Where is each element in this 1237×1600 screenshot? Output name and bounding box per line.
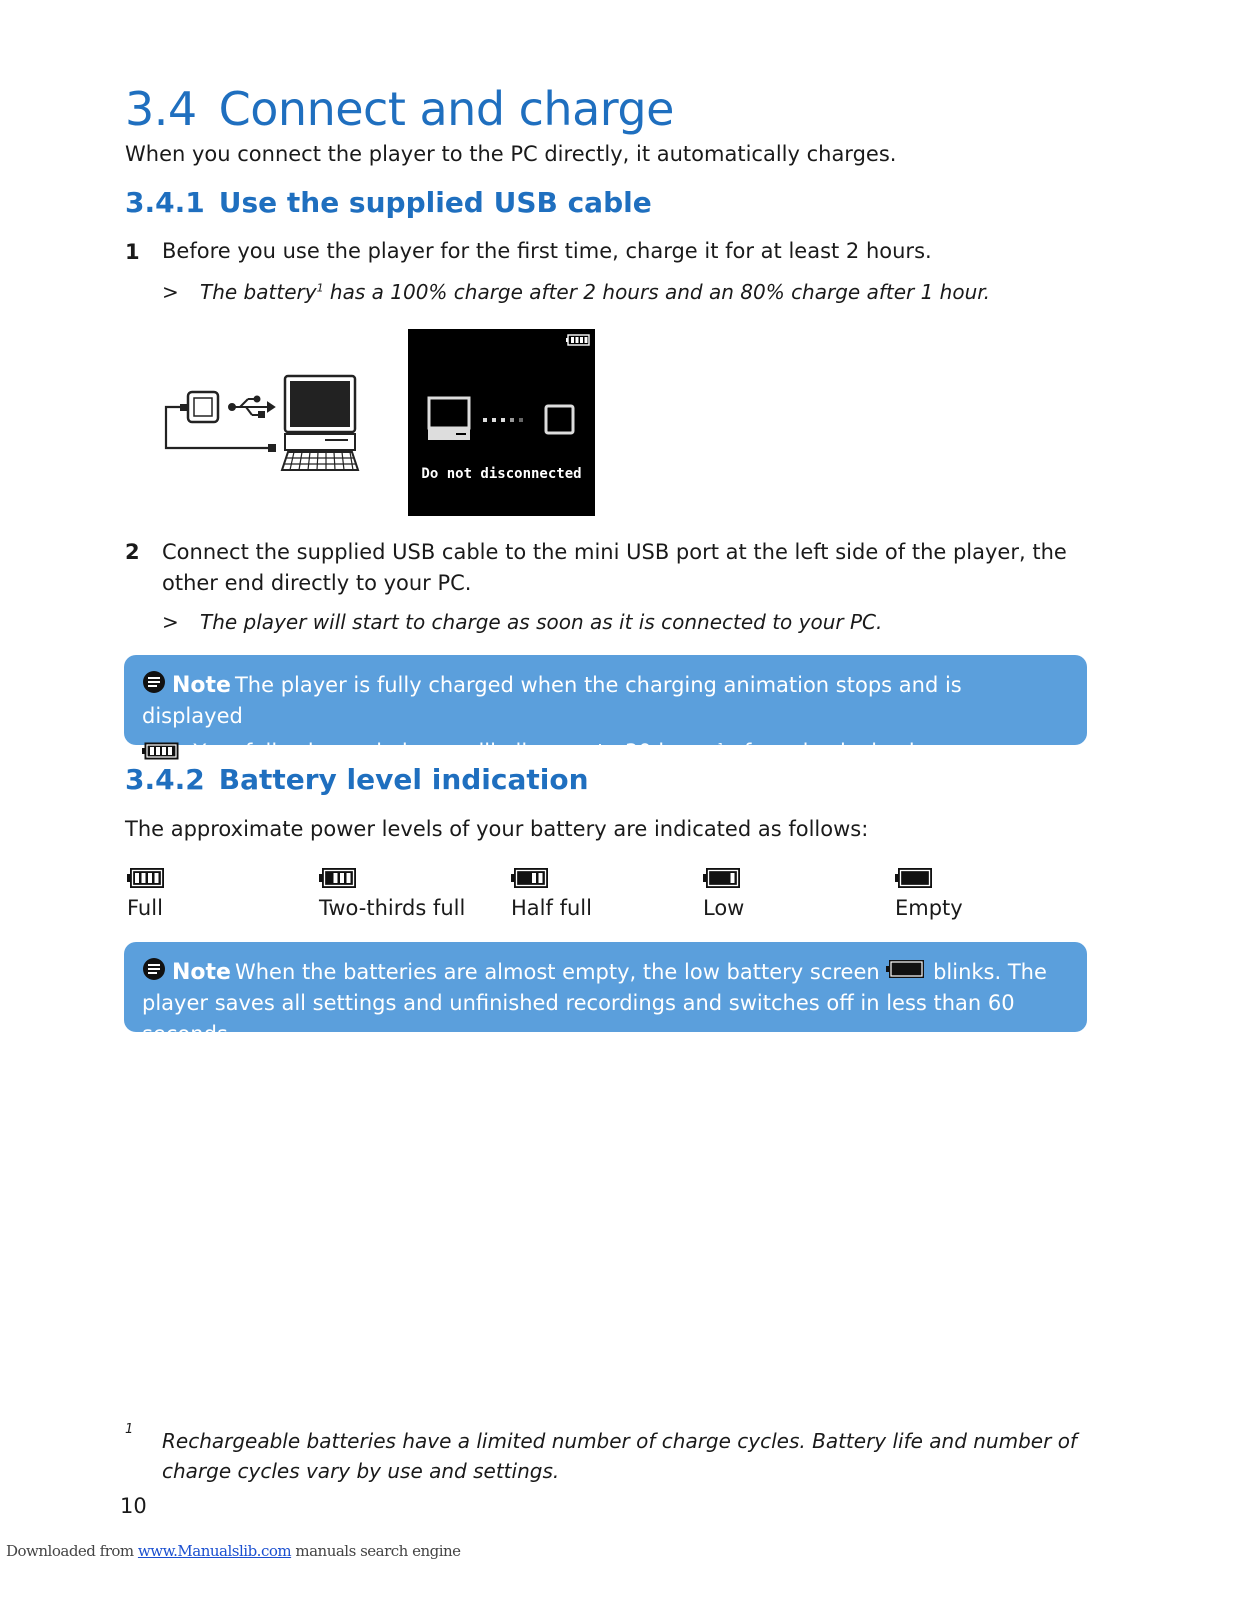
note-icon — [142, 670, 166, 694]
battery-bar — [135, 873, 139, 883]
note-text-line2-pre: . Your fully charged player will allow up to 30 hours — [180, 740, 718, 764]
note-line-1 — [142, 670, 1069, 732]
section-number: 3.4 — [125, 82, 197, 136]
battery-levels — [125, 866, 1085, 926]
note-label: Note — [172, 960, 231, 985]
battery-bar — [539, 873, 543, 883]
section-title — [125, 82, 674, 136]
download-footer — [6, 1542, 461, 1560]
battery-level-label: Two-thirds full — [319, 896, 466, 920]
battery-level-label: Low — [703, 896, 745, 920]
footnote-text: Rechargeable batteries have a limited number of charge cycles. Battery life and number of charge cycles vary by use and settings. — [162, 1429, 1077, 1483]
battery-bar — [340, 873, 344, 883]
note-icon — [142, 957, 166, 981]
player-screen — [408, 329, 595, 516]
subsection-title-text: Use the supplied USB cable — [218, 186, 652, 219]
battery-bar — [155, 873, 159, 883]
battery-bar — [334, 873, 338, 883]
battery-level-item — [895, 866, 963, 920]
battery-full-icon — [142, 741, 180, 761]
subsection-title-usb — [125, 186, 652, 219]
battery-level-icon — [511, 866, 549, 890]
step-number-2: 2 — [125, 540, 140, 564]
step-result-1 — [162, 280, 990, 304]
battery-level-item — [127, 866, 165, 920]
battery-full-icon — [566, 334, 591, 346]
download-prefix: Downloaded from — [6, 1542, 138, 1560]
intro-text: When you connect the player to the PC directly, it automatically charges. — [125, 142, 897, 166]
note-text-line1-pre: When the batteries are almost empty, the low battery screen — [234, 960, 880, 984]
step-text-1: Before you use the player for the first time, charge it for at least 2 hours. — [162, 239, 932, 263]
battery-bar — [142, 873, 146, 883]
footnote-mark: 1 — [125, 1422, 134, 1437]
note-text-line1-post: blinks. The — [933, 960, 1047, 984]
battery-level-label: Empty — [895, 896, 963, 920]
step-text-2-line2: other end directly to your PC. — [162, 571, 472, 595]
page-number: 10 — [120, 1494, 147, 1518]
note-box-low-battery — [124, 942, 1087, 1046]
note-text-line2: player saves all settings and unfinished recordings and switches off in less than 60 seconds. — [142, 991, 1015, 1046]
battery-level-label: Half full — [511, 896, 592, 920]
battery-level-label: Full — [127, 896, 163, 920]
battery-level-icon — [127, 866, 165, 890]
battery-bar — [731, 873, 735, 883]
battery-bar — [532, 873, 536, 883]
step-text-2-line1: Connect the supplied USB cable to the mini USB port at the left side of the player, the — [162, 540, 1067, 564]
note-label: Note — [172, 673, 231, 698]
subsection-title-battery — [125, 763, 589, 796]
step-result-2 — [162, 610, 882, 634]
usb-connection-illustration-icon — [160, 370, 365, 475]
step-number-1: 1 — [125, 240, 140, 264]
battery-level-item — [511, 866, 592, 920]
pc-to-player-connection-icon — [426, 391, 576, 446]
step-text-2 — [162, 537, 1092, 599]
battery-level-item — [703, 866, 744, 920]
battery-level-icon — [319, 866, 357, 890]
screen-message: Do not disconnected — [421, 466, 582, 482]
subsection-number: 3.4.1 — [125, 186, 205, 219]
note-box-charging — [124, 655, 1087, 764]
battery-bar — [347, 873, 351, 883]
battery-intro: The approximate power levels of your battery are indicated as follows: — [125, 817, 869, 841]
battery-level-item — [319, 866, 465, 920]
footnote-ref: 1 — [717, 741, 725, 754]
battery-level-icon — [895, 866, 933, 890]
result-text-pre: The battery — [200, 280, 317, 304]
note-text-line1: The player is fully charged when the charging animation stops and is displayed — [142, 673, 962, 728]
result-marker: > — [162, 610, 179, 634]
battery-empty-icon — [886, 958, 926, 980]
download-suffix: manuals search engine — [291, 1542, 461, 1560]
note-text-line2-post: of music playback. — [724, 740, 928, 764]
footnote-ref: 1 — [316, 281, 324, 295]
result-text: The player will start to charge as soon as it is connected to your PC. — [200, 610, 883, 634]
subsection-title-text: Battery level indication — [218, 763, 589, 796]
section-title-text: Connect and charge — [218, 82, 674, 136]
battery-level-icon — [703, 866, 741, 890]
note-line-1 — [142, 957, 1069, 988]
manualslib-link[interactable]: www.Manualslib.com — [137, 1542, 292, 1560]
result-marker: > — [162, 280, 179, 304]
subsection-number: 3.4.2 — [125, 763, 205, 796]
result-text-post: has a 100% charge after 2 hours and an 80% charge after 1 hour. — [323, 280, 991, 304]
battery-bar — [148, 873, 152, 883]
